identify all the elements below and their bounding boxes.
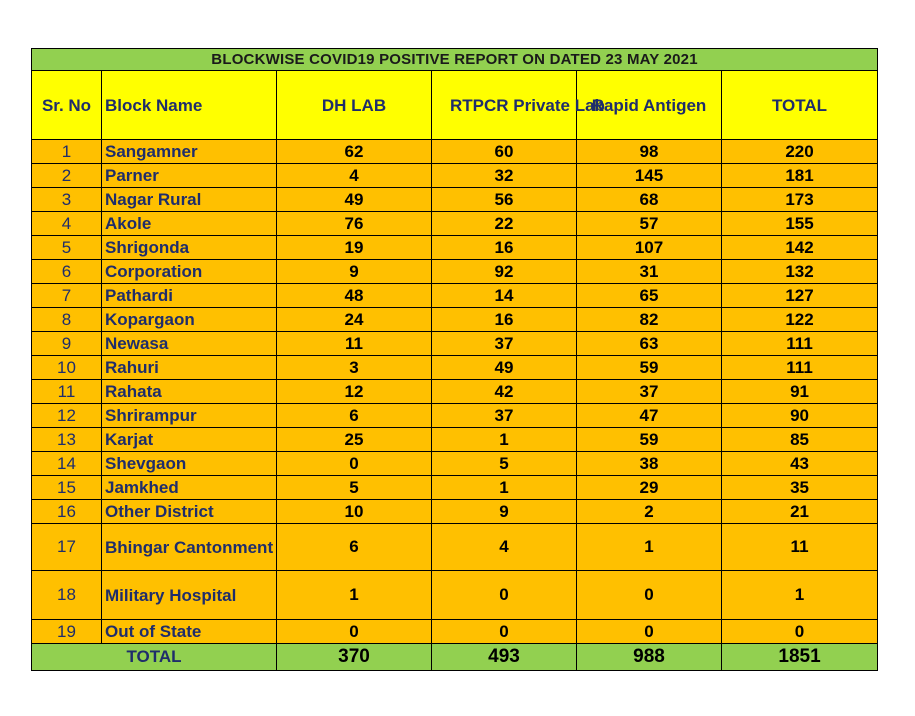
sr-no-cell: 9 (32, 332, 102, 356)
total-cell: 111 (722, 356, 878, 380)
block-name-cell: Newasa (102, 332, 277, 356)
sr-no-cell: 6 (32, 260, 102, 284)
sr-no-cell: 13 (32, 428, 102, 452)
total-cell: 155 (722, 212, 878, 236)
dh-lab-cell: 6 (277, 404, 432, 428)
rtpcr-cell: 37 (432, 332, 577, 356)
dh-lab-cell: 3 (277, 356, 432, 380)
total-dh-lab: 370 (277, 644, 432, 671)
table-row (32, 476, 878, 500)
total-cell: 35 (722, 476, 878, 500)
covid-report-table (31, 48, 878, 671)
total-cell: 43 (722, 452, 878, 476)
rtpcr-cell: 56 (432, 188, 577, 212)
rtpcr-cell: 14 (432, 284, 577, 308)
block-name-cell: Pathardi (102, 284, 277, 308)
total-cell: 1 (722, 571, 878, 620)
sr-no-cell: 16 (32, 500, 102, 524)
dh-lab-cell: 9 (277, 260, 432, 284)
block-name-cell: Bhingar Cantonment (102, 524, 277, 571)
dh-lab-cell: 11 (277, 332, 432, 356)
rtpcr-cell: 16 (432, 236, 577, 260)
sr-no-cell: 5 (32, 236, 102, 260)
table-row (32, 428, 878, 452)
block-name-cell: Sangamner (102, 140, 277, 164)
sr-no-cell: 11 (32, 380, 102, 404)
block-name-cell: Rahata (102, 380, 277, 404)
table-row (32, 260, 878, 284)
rtpcr-cell: 42 (432, 380, 577, 404)
rapid-antigen-cell: 2 (577, 500, 722, 524)
total-cell: 85 (722, 428, 878, 452)
rapid-antigen-cell: 145 (577, 164, 722, 188)
rapid-antigen-cell: 37 (577, 380, 722, 404)
sr-no-cell: 8 (32, 308, 102, 332)
header-row (32, 71, 878, 140)
dh-lab-cell: 5 (277, 476, 432, 500)
total-cell: 111 (722, 332, 878, 356)
dh-lab-cell: 25 (277, 428, 432, 452)
sr-no-cell: 3 (32, 188, 102, 212)
block-name-cell: Jamkhed (102, 476, 277, 500)
rtpcr-cell: 92 (432, 260, 577, 284)
rtpcr-cell: 16 (432, 308, 577, 332)
total-cell: 21 (722, 500, 878, 524)
table-row (32, 380, 878, 404)
block-name-cell: Akole (102, 212, 277, 236)
sr-no-cell: 7 (32, 284, 102, 308)
dh-lab-cell: 6 (277, 524, 432, 571)
rapid-antigen-cell: 98 (577, 140, 722, 164)
grand-total: 1851 (722, 644, 878, 671)
rapid-antigen-cell: 82 (577, 308, 722, 332)
table-row (32, 308, 878, 332)
block-name-cell: Rahuri (102, 356, 277, 380)
rtpcr-cell: 22 (432, 212, 577, 236)
block-name-cell: Shrirampur (102, 404, 277, 428)
report-title: BLOCKWISE COVID19 POSITIVE REPORT ON DATED 23 MAY 2021 (32, 49, 878, 71)
total-cell: 181 (722, 164, 878, 188)
total-rapid: 988 (577, 644, 722, 671)
header-dh-lab: DH LAB (277, 71, 432, 140)
table-row (32, 571, 878, 620)
total-cell: 132 (722, 260, 878, 284)
total-cell: 90 (722, 404, 878, 428)
table-row (32, 332, 878, 356)
data-rows (32, 140, 878, 644)
rtpcr-cell: 60 (432, 140, 577, 164)
total-cell: 173 (722, 188, 878, 212)
sr-no-cell: 1 (32, 140, 102, 164)
block-name-cell: Kopargaon (102, 308, 277, 332)
sr-no-cell: 19 (32, 620, 102, 644)
dh-lab-cell: 62 (277, 140, 432, 164)
table-row (32, 164, 878, 188)
rapid-antigen-cell: 57 (577, 212, 722, 236)
dh-lab-cell: 0 (277, 620, 432, 644)
header-rapid-antigen: Rapid Antigen (577, 71, 722, 140)
rapid-antigen-cell: 107 (577, 236, 722, 260)
rapid-antigen-cell: 31 (577, 260, 722, 284)
block-name-cell: Parner (102, 164, 277, 188)
dh-lab-cell: 24 (277, 308, 432, 332)
sr-no-cell: 14 (32, 452, 102, 476)
table-row (32, 404, 878, 428)
rtpcr-cell: 32 (432, 164, 577, 188)
header-sr-no: Sr. No (32, 71, 102, 140)
title-row (32, 49, 878, 71)
dh-lab-cell: 49 (277, 188, 432, 212)
sr-no-cell: 10 (32, 356, 102, 380)
header-total: TOTAL (722, 71, 878, 140)
total-cell: 127 (722, 284, 878, 308)
rtpcr-cell: 0 (432, 620, 577, 644)
table-row (32, 188, 878, 212)
total-cell: 142 (722, 236, 878, 260)
dh-lab-cell: 48 (277, 284, 432, 308)
dh-lab-cell: 76 (277, 212, 432, 236)
table-row (32, 500, 878, 524)
rapid-antigen-cell: 1 (577, 524, 722, 571)
block-name-cell: Corporation (102, 260, 277, 284)
total-cell: 11 (722, 524, 878, 571)
rapid-antigen-cell: 0 (577, 620, 722, 644)
rapid-antigen-cell: 0 (577, 571, 722, 620)
rapid-antigen-cell: 59 (577, 356, 722, 380)
rtpcr-cell: 9 (432, 500, 577, 524)
header-rtpcr-private-lab: RTPCR Private Lab (432, 71, 577, 140)
rapid-antigen-cell: 38 (577, 452, 722, 476)
rapid-antigen-cell: 65 (577, 284, 722, 308)
rtpcr-cell: 4 (432, 524, 577, 571)
rtpcr-cell: 1 (432, 428, 577, 452)
sr-no-cell: 18 (32, 571, 102, 620)
rtpcr-cell: 5 (432, 452, 577, 476)
dh-lab-cell: 1 (277, 571, 432, 620)
sr-no-cell: 2 (32, 164, 102, 188)
total-cell: 91 (722, 380, 878, 404)
rtpcr-cell: 37 (432, 404, 577, 428)
total-cell: 220 (722, 140, 878, 164)
total-rtpcr: 493 (432, 644, 577, 671)
sr-no-cell: 17 (32, 524, 102, 571)
block-name-cell: Shevgaon (102, 452, 277, 476)
block-name-cell: Out of State (102, 620, 277, 644)
dh-lab-cell: 12 (277, 380, 432, 404)
dh-lab-cell: 19 (277, 236, 432, 260)
rapid-antigen-cell: 29 (577, 476, 722, 500)
header-block-name: Block Name (102, 71, 277, 140)
rtpcr-cell: 0 (432, 571, 577, 620)
sr-no-cell: 12 (32, 404, 102, 428)
block-name-cell: Other District (102, 500, 277, 524)
block-name-cell: Military Hospital (102, 571, 277, 620)
total-label: TOTAL (32, 644, 277, 671)
rapid-antigen-cell: 68 (577, 188, 722, 212)
table-row (32, 140, 878, 164)
rtpcr-cell: 49 (432, 356, 577, 380)
total-cell: 0 (722, 620, 878, 644)
table-row (32, 356, 878, 380)
sr-no-cell: 15 (32, 476, 102, 500)
total-row (32, 644, 878, 671)
dh-lab-cell: 10 (277, 500, 432, 524)
dh-lab-cell: 4 (277, 164, 432, 188)
total-cell: 122 (722, 308, 878, 332)
dh-lab-cell: 0 (277, 452, 432, 476)
rtpcr-cell: 1 (432, 476, 577, 500)
block-name-cell: Nagar Rural (102, 188, 277, 212)
table-row (32, 284, 878, 308)
table-row (32, 212, 878, 236)
table-row (32, 620, 878, 644)
table-row (32, 236, 878, 260)
table-row (32, 524, 878, 571)
rapid-antigen-cell: 47 (577, 404, 722, 428)
rapid-antigen-cell: 59 (577, 428, 722, 452)
block-name-cell: Shrigonda (102, 236, 277, 260)
block-name-cell: Karjat (102, 428, 277, 452)
rapid-antigen-cell: 63 (577, 332, 722, 356)
table-row (32, 452, 878, 476)
sr-no-cell: 4 (32, 212, 102, 236)
